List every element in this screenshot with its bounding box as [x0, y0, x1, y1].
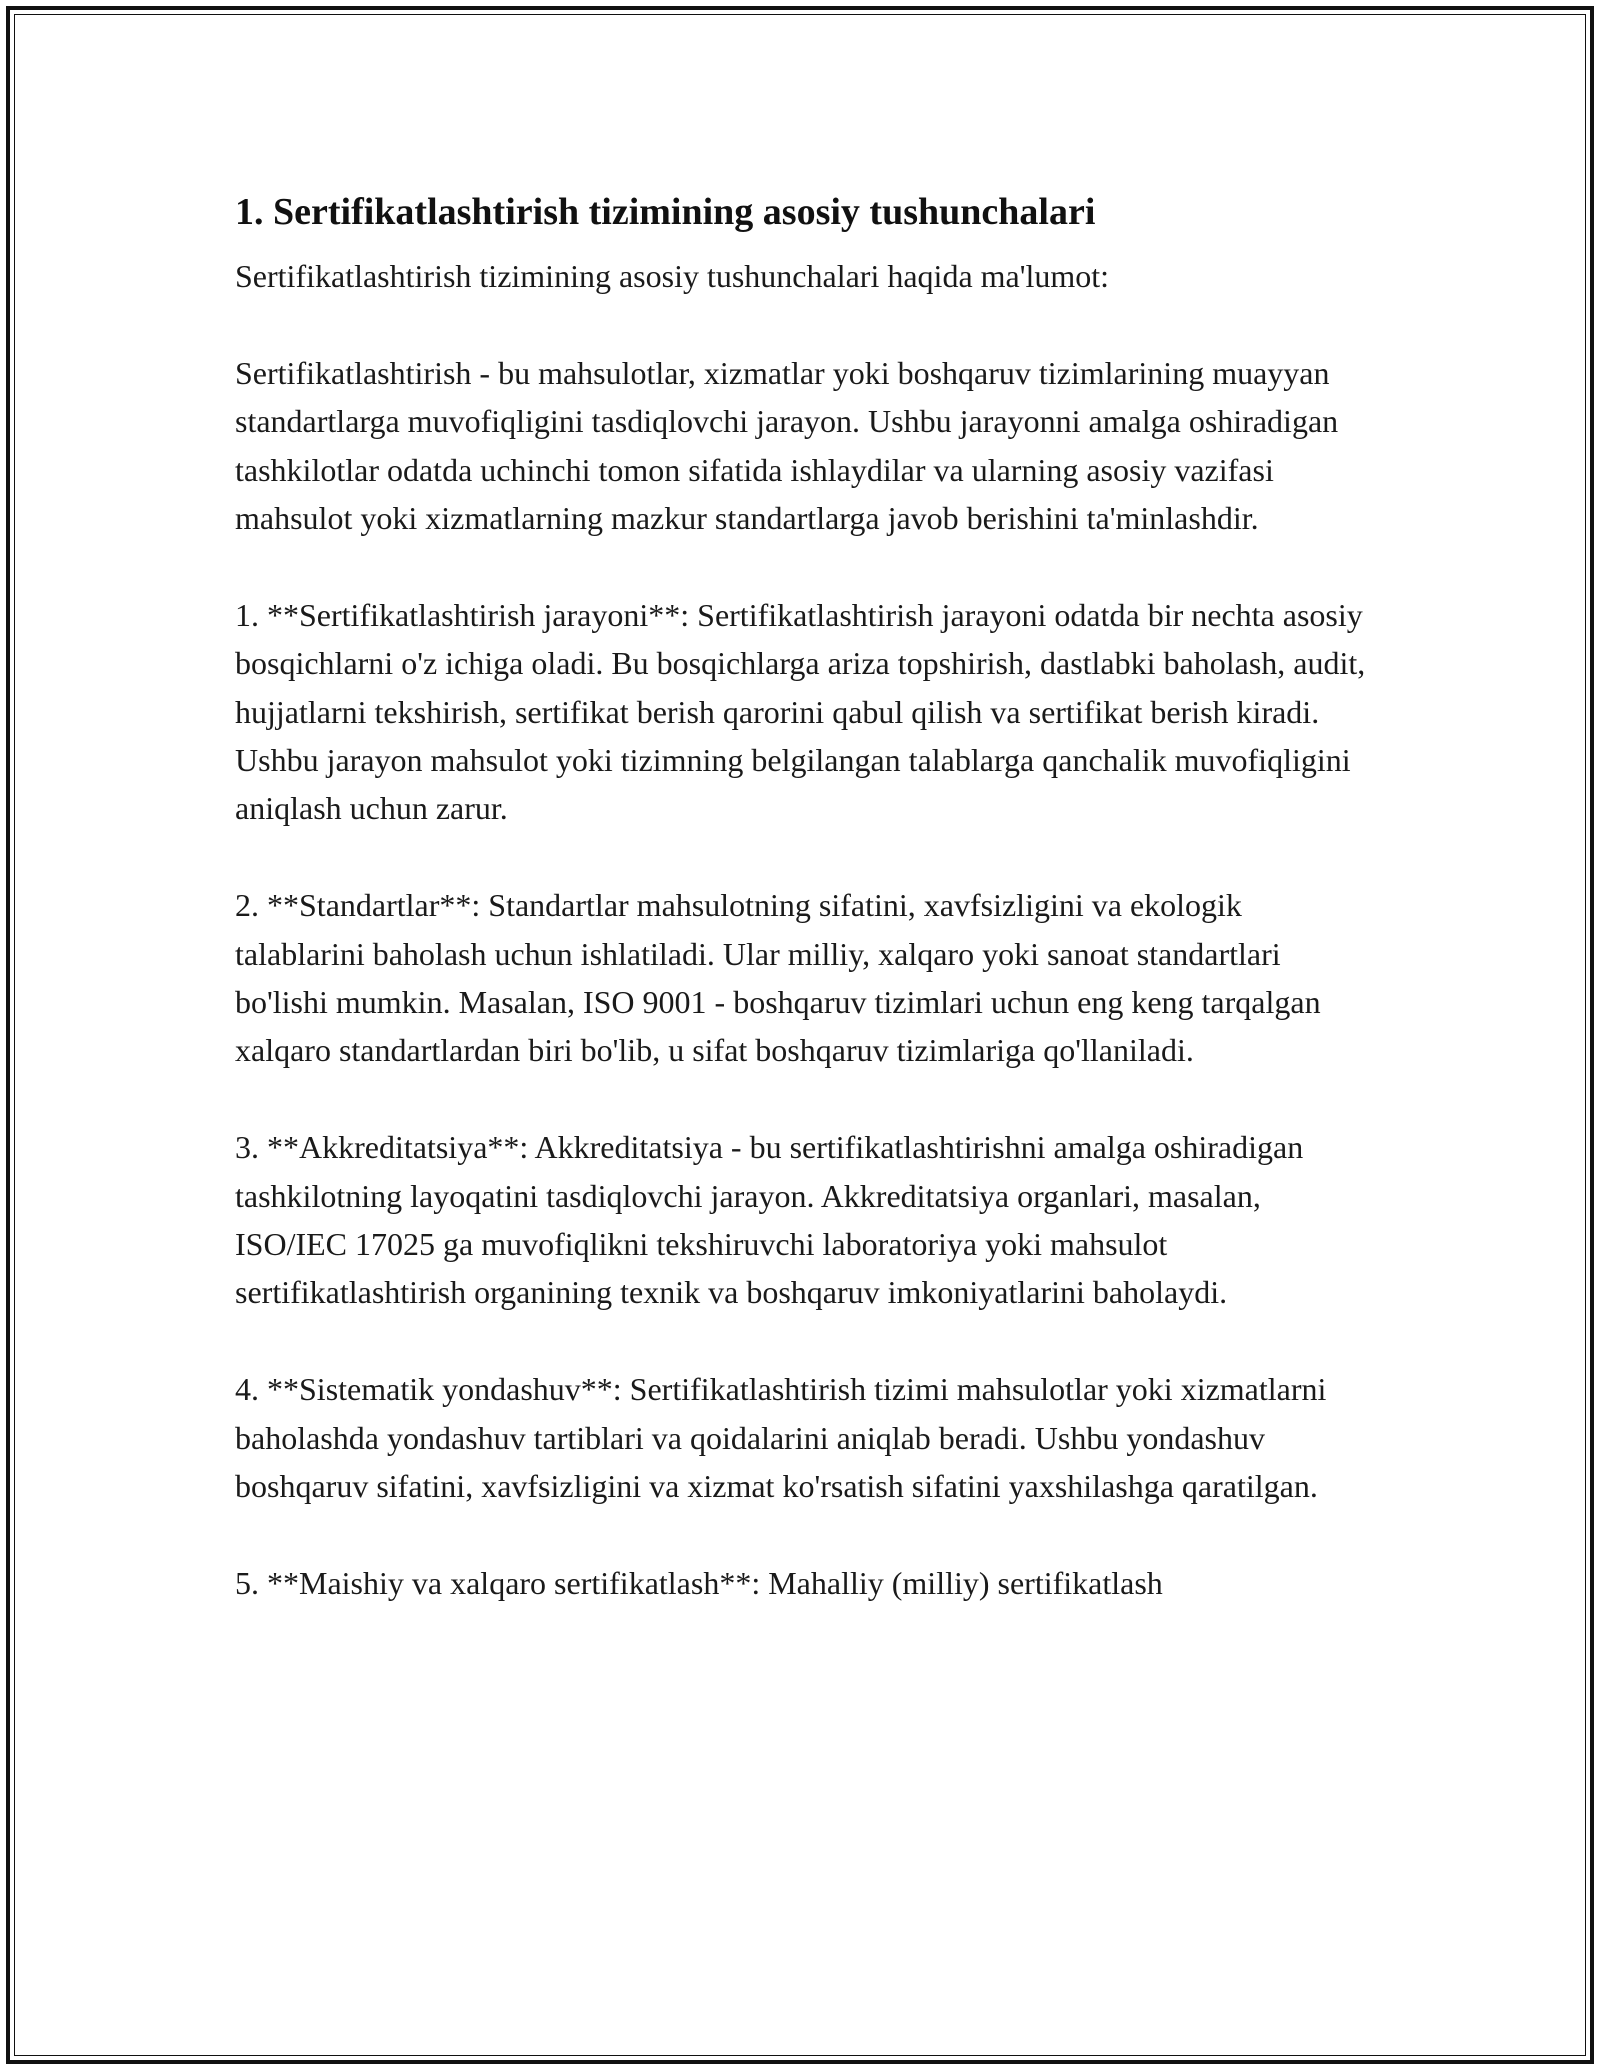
item-domestic-international: 5. **Maishiy va xalqaro sertifikatlash**: Mahalliy (milliy) sertifikatlash	[235, 1564, 1163, 1601]
item-standards: 2. **Standartlar**: Standartlar mahsulotning sifatini, xavfsizligini va ekologik talablarini baholash uchun ishlatiladi. Ular milliy, xalqaro yoki sanoat standartlari bo'lishi mumkin. Masalan, ISO 9001 - boshqaruv tizimlari uchun eng keng tarqalgan xalqaro standartlardan biri bo'lib, u sifat boshqaruv tizimlariga qo'llaniladi.	[235, 887, 1321, 1069]
item-systematic-approach: 4. **Sistematik yondashuv**: Sertifikatlashtirish tizimi mahsulotlar yoki xizmatlarni baholashda yondashuv tartiblari va qoidalarini aniqlab beradi. Ushbu yondashuv boshqaruv sifatini, xavfsizligini va xizmat ko'rsatish sifatini yaxshilashga qaratilgan.	[235, 1371, 1327, 1505]
item-certification-process: 1. **Sertifikatlashtirish jarayoni**: Sertifikatlashtirish jarayoni odatda bir nechta asosiy bosqichlarni o'z ichiga oladi. Bu bosqichlarga ariza topshirish, dastlabki baholash, audit, hujjatlarni tekshirish, sertifikat berish qarorini qabul qilish va sertifikat berish kiradi. Ushbu jarayon mahsulot yoki tizimning belgilangan talablarga qanchalik muvofiqligini aniqlash uchun zarur.	[235, 596, 1366, 827]
intro-paragraph: Sertifikatlashtirish tizimining asosiy tushunchalari haqida ma'lumot:	[235, 258, 1110, 294]
definition-paragraph: Sertifikatlashtirish - bu mahsulotlar, xizmatlar yoki boshqaruv tizimlarining muayyan standartlarga muvofiqligini tasdiqlovchi jarayon. Ushbu jarayonni amalga oshiradigan tashkilotlar odatda uchinchi tomon sifatida ishlaydilar va ularning asosiy vazifasi mahsulot yoki xizmatlarning mazkur standartlarga javob berishini ta'minlashdir.	[235, 354, 1339, 537]
item-accreditation: 3. **Akkreditatsiya**: Akkreditatsiya - bu sertifikatlashtirishni amalga oshiradigan tashkilotning layoqatini tasdiqlovchi jarayon. Akkreditatsiya organlari, masalan, ISO/IEC 17025 ga muvofiqlikni tekshiruvchi laboratoriya yoki mahsulot sertifikatlashtirish organining texnik va boshqaruv imkoniyatlarini baholaydi.	[235, 1129, 1304, 1311]
section-heading: 1. Sertifikatlashtirish tizimining asosiy tushunchalari	[235, 191, 1096, 233]
document-page	[235, 186, 1375, 1607]
